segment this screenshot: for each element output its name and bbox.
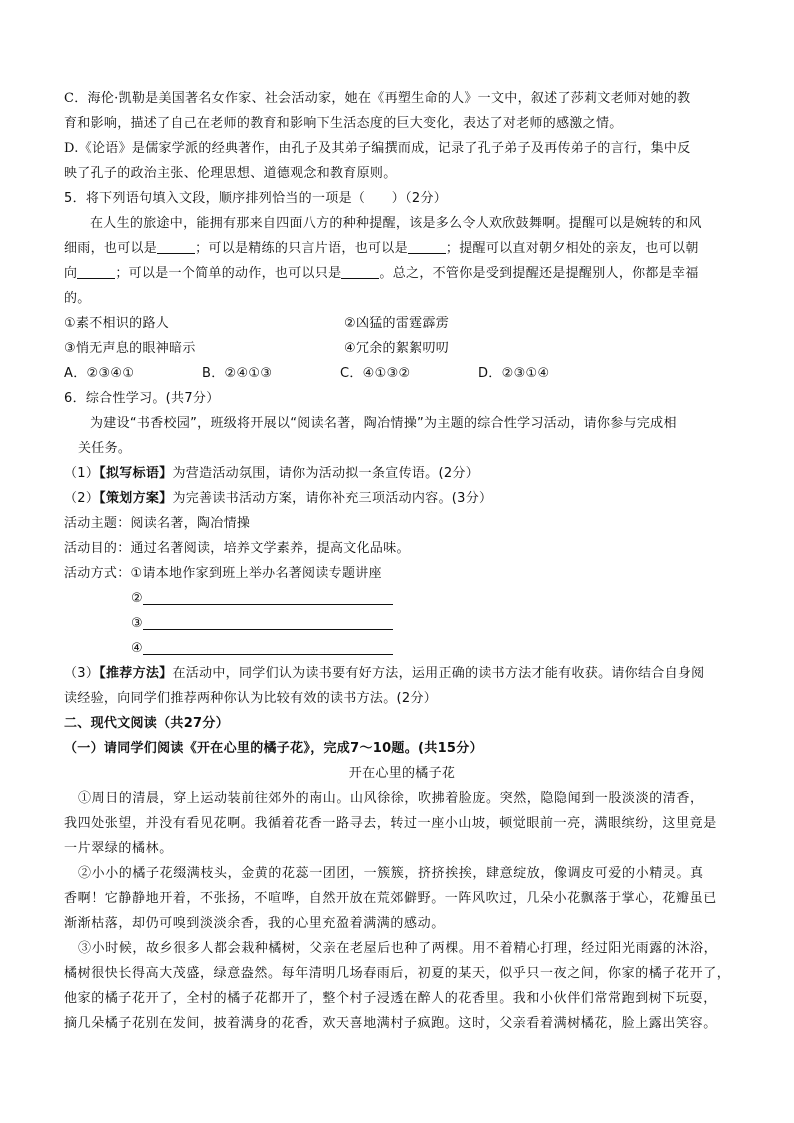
q5-choices <box>64 361 740 386</box>
item-number: ② <box>131 591 143 606</box>
item-number: ③ <box>131 616 143 631</box>
part-heading: （一）请同学们阅读《开在心里的橘子花》，完成7～10题。(共15分） <box>64 741 483 756</box>
q4-option-d-line2: 映了孔子的政治主张、伦理思想、道德观念和教育原则。 <box>64 166 397 181</box>
answer-line[interactable] <box>143 614 393 630</box>
article-para2-line2: 香啊！它静静地开着，不张扬，不喧哗，自然开放在荒郊僻野。一阵风吹过，几朵小花飘落于掌心，花瓣虽已 <box>64 891 717 906</box>
q5-choice-d[interactable]: D．②③①④ <box>478 366 550 381</box>
text-span: ；可以是一个简单的动作，也可以只是 <box>115 266 342 281</box>
text-span: 向 <box>64 266 78 281</box>
q6-sub3-line2: 读经验，向同学们推荐两种你认为比较有效的读书方法。(2分） <box>64 691 438 706</box>
q6-stem: 6．综合性学习。(共7分） <box>64 391 220 406</box>
activity-method: 活动方式：①请本地作家到班上举办名著阅读专题讲座 <box>64 566 382 581</box>
item-number: ④ <box>131 641 143 656</box>
q5-choice-a[interactable]: A．②③④① <box>64 366 135 381</box>
q5-choice-c[interactable]: C．④①③② <box>340 366 411 381</box>
q5-passage-line3 <box>64 261 740 286</box>
q5-passage-line2 <box>64 236 740 261</box>
fill-blank-2[interactable] <box>408 239 446 254</box>
article-para2-line1: ②小小的橘子花缀满枝头，金黄的花蕊一团团，一簇簇，挤挤挨挨，肆意绽放，像调皮可爱的小精灵。真 <box>78 866 704 881</box>
article-title: 开在心里的橘子花 <box>348 766 456 781</box>
q5-item-2: ②凶猛的雷霆霹雳 <box>344 316 450 331</box>
q6-sub1 <box>64 461 740 486</box>
article-para1-line1: ①周日的清晨，穿上运动装前往郊外的南山。山风徐徐，吹拂着脸庞。突然，隐隐闻到一股淡淡的清香， <box>78 791 704 806</box>
fill-blank-3[interactable] <box>77 264 115 279</box>
q6-sub3 <box>64 661 740 686</box>
text-span: 细雨，也可以是 <box>64 241 158 256</box>
activity-purpose: 活动目的：通过名著阅读，培养文学素养，提高文化品味。 <box>64 541 410 556</box>
q5-item-4: ④冗余的絮絮叨叨 <box>344 341 450 356</box>
text-span: ；可以是精练的只言片语，也可以是 <box>195 241 408 256</box>
q6-sub2 <box>64 486 740 511</box>
activity-item-3 <box>64 611 740 636</box>
article-para2-line3: 渐渐枯落，却仍可嗅到淡淡余香，我的心里充盈着满满的感动。 <box>64 916 445 931</box>
q5-item-1: ①素不相识的路人 <box>64 316 170 331</box>
sub-text: 在活动中，同学们认为读书要有好方法，运用正确的读书方法才能有收获。请你结合自身阅 <box>172 666 705 681</box>
q5-stem: 5．将下列语句填入文段，顺序排列恰当的一项是（ ）（2分） <box>64 191 448 206</box>
q4-option-d-line1: D.《论语》是儒家学派的经典著作，由孔子及其弟子编撰而成，记录了孔子弟子及再传弟子的言行，集中反 <box>64 141 691 156</box>
text-span: ；提醒可以直对朝夕相处的亲友，也可以朝 <box>445 241 699 256</box>
article-para1-line3: 一片翠绿的橘林。 <box>64 841 173 856</box>
article-para3-line3: 他家的橘子花开了，全村的橘子花都开了，整个村子浸透在醉人的花香里。我和小伙伴们常常跑到树下玩耍， <box>64 991 717 1006</box>
q5-item-3: ③悄无声息的眼神暗示 <box>64 341 196 356</box>
activity-item-2 <box>64 586 740 611</box>
article-para1-line2: 我四处张望，并没有看见花啊。我循着花香一路寻去，转过一座小山坡，顿觉眼前一亮，满眼缤纷，这里竟是 <box>64 816 717 831</box>
sub-tag: 【拟写标语】 <box>99 466 173 481</box>
q5-passage-line4: 的。 <box>64 291 91 306</box>
sub-text: 为完善读书活动方案，请你补充三项活动内容。(3分） <box>172 491 493 506</box>
article-para3-line4: 摘几朵橘子花别在发间，披着满身的花香，欢天喜地满村子疯跑。这时，父亲看着满树橘花，脸上露出笑容。 <box>64 1016 717 1031</box>
activity-theme: 活动主题：阅读名著，陶冶情操 <box>64 516 251 531</box>
sub-tag: 【推荐方法】 <box>99 666 173 681</box>
article-para3-line1: ③小时候，故乡很多人都会栽种橘树，父亲在老屋后也种了两棵。用不着精心打理，经过阳光雨露的沐浴， <box>78 941 718 956</box>
sub-tag: 【策划方案】 <box>99 491 173 506</box>
activity-item-4 <box>64 636 740 661</box>
q5-choice-b[interactable]: B．②④①③ <box>202 366 273 381</box>
sub-number: （3） <box>64 666 100 681</box>
q5-options-row2 <box>64 336 740 361</box>
exam-page <box>64 86 740 1036</box>
q4-option-c-line1: C．海伦·凯勒是美国著名女作家、社会活动家，她在《再塑生命的人》一文中，叙述了莎莉文老师对她的教 <box>64 91 691 106</box>
fill-blank-1[interactable] <box>157 239 195 254</box>
q5-passage-line1: 在人生的旅途中，能拥有那来自四面八方的种种提醒，该是多么令人欢欣鼓舞啊。提醒可以是婉转的和风 <box>90 216 702 231</box>
answer-line[interactable] <box>143 639 393 655</box>
q4-option-c-line2: 育和影响，描述了自己在老师的教育和影响下生活态度的巨大变化，表达了对老师的感激之情。 <box>64 116 623 131</box>
section-heading: 二、现代文阅读（共27分） <box>64 716 229 731</box>
fill-blank-4[interactable] <box>341 264 379 279</box>
sub-number: （1） <box>64 466 100 481</box>
q5-options-row1 <box>64 311 740 336</box>
sub-number: （2） <box>64 491 100 506</box>
text-span: 。总之，不管你是受到提醒还是提醒别人，你都是幸福 <box>379 266 699 281</box>
q6-intro-line2: 关任务。 <box>78 441 132 456</box>
sub-text: 为营造活动氛围，请你为活动拟一条宣传语。(2分） <box>172 466 480 481</box>
article-para3-line2: 橘树很快长得高大茂盛，绿意盎然。每年清明几场春雨后，初夏的某天，似乎只一夜之间，你家的橘子花开了， <box>64 966 731 981</box>
q6-intro-line1: 为建设“书香校园”，班级将开展以“阅读名著，陶冶情操”为主题的综合性学习活动，请你参与完成相 <box>90 416 677 431</box>
answer-line[interactable] <box>143 589 393 605</box>
